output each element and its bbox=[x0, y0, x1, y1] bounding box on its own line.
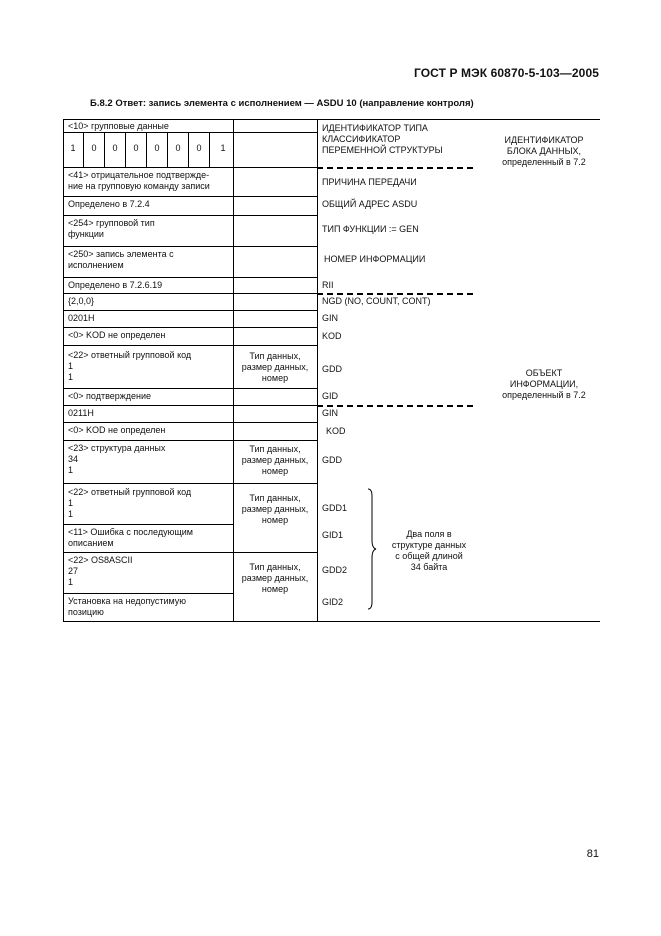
row-group-data: <10> групповые данные bbox=[68, 121, 169, 131]
row-gin-2: 0211H bbox=[68, 408, 94, 418]
bit-1: 1 bbox=[70, 143, 76, 153]
row-gdd1-line1: <22> ответный групповой код bbox=[68, 487, 192, 497]
type-note-2: Тип данных, размер данных, номер bbox=[241, 444, 309, 476]
row-gdd-1-line3: 1 bbox=[68, 372, 74, 382]
row-kod-2: <0> KOD не определен bbox=[68, 425, 166, 435]
row-gid-1: <0> подтверждение bbox=[68, 391, 152, 401]
bit-4: 0 bbox=[133, 143, 139, 153]
section-title: Б.8.2 Ответ: запись элемента с исполнением — ASDU 10 (направление контроля) bbox=[90, 98, 474, 109]
page-number: 81 bbox=[586, 848, 599, 860]
row-gid2-line2: позицию bbox=[68, 607, 104, 617]
label-type-id: ИДЕНТИФИКАТОР ТИПА КЛАССИФИКАТОР ПЕРЕМЕННОЙ СТРУКТУРЫ bbox=[322, 123, 443, 155]
type-note-1: Тип данных, размер данных, номер bbox=[241, 351, 309, 383]
bit-6: 0 bbox=[175, 143, 181, 153]
row-gdd-2-line2: 34 bbox=[68, 454, 79, 464]
row-rii: Определено в 7.2.6.19 bbox=[68, 280, 163, 290]
row-gdd2-line3: 1 bbox=[68, 577, 74, 587]
row-gdd2-line2: 27 bbox=[68, 566, 79, 576]
row-gid1-line2: описанием bbox=[68, 538, 114, 548]
type-note-3: Тип данных, размер данных, номер bbox=[241, 493, 309, 525]
row-gdd-2-line1: <23> структура данных bbox=[68, 443, 166, 453]
row-gdd-2-line3: 1 bbox=[68, 465, 74, 475]
label-gid-1: GID bbox=[322, 391, 339, 401]
bit-3: 0 bbox=[112, 143, 118, 153]
label-cause: ПРИЧИНА ПЕРЕДАЧИ bbox=[322, 177, 417, 187]
row-ngd: {2,0,0} bbox=[68, 296, 95, 306]
row-gdd-1-line1: <22> ответный групповой код bbox=[68, 350, 192, 360]
row-gdd1-line2: 1 bbox=[68, 498, 74, 508]
label-asdu-address: ОБЩИЙ АДРЕС ASDU bbox=[322, 199, 418, 209]
block-identifier-note: ИДЕНТИФИКАТОР БЛОКА ДАННЫХ, определенный в 7.2 bbox=[502, 135, 586, 167]
label-ngd: NGD (NO, COUNT, CONT) bbox=[322, 296, 431, 306]
two-fields-note: Два поля в структуре данных с общей длиной 34 байта bbox=[391, 529, 467, 572]
label-kod-1: KOD bbox=[322, 331, 342, 341]
label-kod-2: KOD bbox=[326, 426, 346, 436]
bit-2: 0 bbox=[91, 143, 97, 153]
row-gin-1: 0201H bbox=[68, 313, 95, 323]
label-gin-1: GIN bbox=[322, 313, 339, 323]
bit-7: 0 bbox=[196, 143, 202, 153]
row-cause-line2: ние на групповую команду записи bbox=[68, 181, 210, 191]
row-function-line2: функции bbox=[68, 229, 104, 239]
row-gdd-1-line2: 1 bbox=[68, 361, 74, 371]
row-asdu-address: Определено в 7.2.4 bbox=[68, 199, 150, 209]
label-rii: RII bbox=[322, 280, 334, 290]
label-gid2: GID2 bbox=[322, 597, 344, 607]
bit-8: 1 bbox=[220, 143, 226, 153]
brace-icon bbox=[364, 488, 378, 610]
row-gid2-line1: Установка на недопустимую bbox=[68, 596, 187, 606]
label-gdd1: GDD1 bbox=[322, 503, 348, 513]
bit-5: 0 bbox=[154, 143, 160, 153]
label-fun: ТИП ФУНКЦИИ := GEN bbox=[322, 224, 419, 234]
label-gid1: GID1 bbox=[322, 530, 344, 540]
row-gid1-line1: <11> Ошибка с последующим bbox=[68, 527, 193, 537]
label-gin-2: GIN bbox=[322, 408, 339, 418]
row-inf-line1: <250> запись элемента с bbox=[68, 249, 174, 259]
document-header: ГОСТ Р МЭК 60870-5-103—2005 bbox=[414, 66, 599, 80]
row-kod-1: <0> KOD не определен bbox=[68, 330, 166, 340]
label-gdd-2: GDD bbox=[322, 455, 342, 465]
row-function-line1: <254> групповой тип bbox=[68, 218, 155, 228]
label-gdd2: GDD2 bbox=[322, 565, 348, 575]
information-object-note: ОБЪЕКТ ИНФОРМАЦИИ, определенный в 7.2 bbox=[502, 368, 586, 400]
row-gdd2-line1: <22> OS8ASCII bbox=[68, 555, 133, 565]
label-inf: НОМЕР ИНФОРМАЦИИ bbox=[324, 254, 426, 264]
label-gdd-1: GDD bbox=[322, 364, 342, 374]
row-inf-line2: исполнением bbox=[68, 260, 124, 270]
row-gdd1-line3: 1 bbox=[68, 509, 74, 519]
type-note-4: Тип данных, размер данных, номер bbox=[241, 562, 309, 594]
row-cause-line1: <41> отрицательное подтвержде- bbox=[68, 170, 210, 180]
